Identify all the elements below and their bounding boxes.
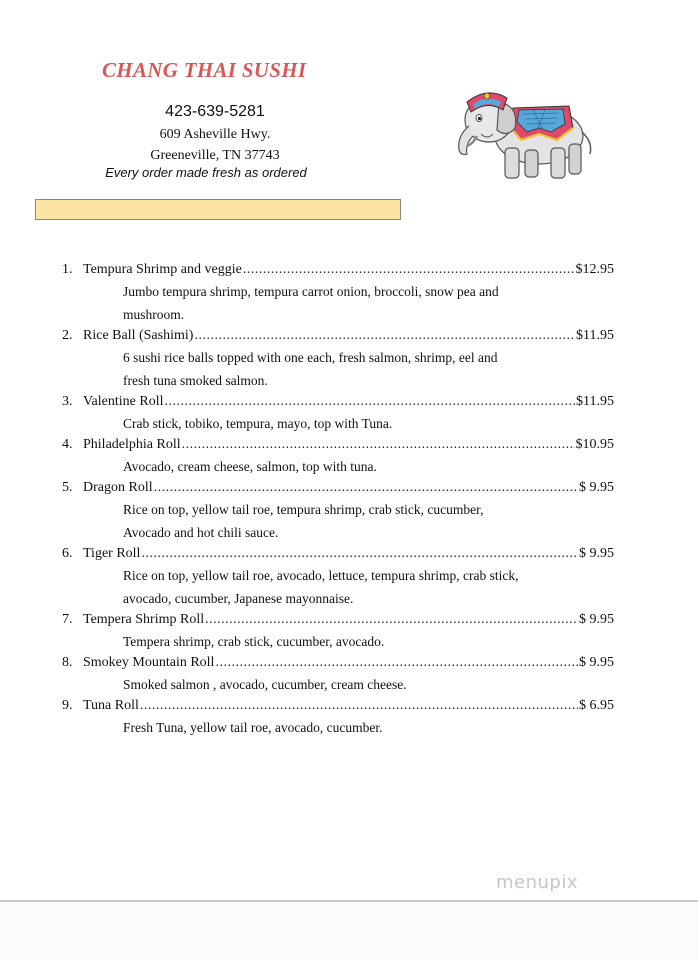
menu-item-number: 4. [62,437,73,452]
phone-number: 423-639-5281 [165,103,265,120]
menu-item-description [123,280,603,326]
menu-item-number: 9. [62,698,73,713]
menu-item-number: 6. [62,546,73,561]
menu-item-price: $12.95 [575,262,614,277]
description-line: Rice on top, yellow tail roe, avocado, lettuce, tempura shrimp, crab stick, [123,568,519,583]
dot-leader [194,326,575,346]
menu-item-number: 5. [62,480,73,495]
menu-item-description [123,455,603,478]
menu-item-name: Philadelphia Roll [83,437,181,452]
dot-leader [215,653,578,673]
menu-list [62,260,614,739]
menu-item-name: Dragon Roll [83,480,153,495]
menu-item-line [62,696,614,716]
menu-item-description [123,673,603,696]
menu-item-description [123,630,603,653]
menu-item [62,478,614,544]
restaurant-title: CHANG THAI SUSHI [102,58,307,82]
menu-item-name: Rice Ball (Sashimi) [83,328,194,343]
menu-item-price: $11.95 [576,394,614,409]
menu-item [62,544,614,610]
menu-item [62,260,614,326]
menu-item-line [62,478,614,498]
menu-item-number: 1. [62,262,73,277]
description-line: Crab stick, tobiko, tempura, mayo, top with Tuna. [123,416,393,431]
page-bottom-margin [0,903,698,960]
menu-item-description [123,412,603,435]
description-line: Avocado, cream cheese, salmon, top with tuna. [123,459,377,474]
menu-item-line [62,544,614,564]
description-line: 6 sushi rice balls topped with one each, fresh salmon, shrimp, eel and [123,350,498,365]
menu-item-number: 7. [62,612,73,627]
menu-item-description [123,498,603,544]
tagline: Every order made fresh as ordered [105,165,307,180]
menu-item-line [62,610,614,630]
description-line: Tempera shrimp, crab stick, cucumber, avocado. [123,634,385,649]
menu-item [62,435,614,478]
menu-item-price: $ 9.95 [579,655,614,670]
dot-leader [154,478,578,498]
menu-item-number: 8. [62,655,73,670]
menu-item-price: $ 9.95 [579,480,614,495]
menu-item-name: Tempera Shrimp Roll [83,612,205,627]
menu-item [62,696,614,739]
menu-item-line [62,326,614,346]
menu-item-price: $11.95 [576,328,614,343]
menu-item-description [123,346,603,392]
description-line: Jumbo tempura shrimp, tempura carrot onion, broccoli, snow pea and [123,284,499,299]
dot-leader [165,392,576,412]
menu-item-line [62,435,614,455]
dot-leader [205,610,578,630]
menu-item-line [62,392,614,412]
menu-item [62,392,614,435]
menu-item-price: $ 9.95 [579,612,614,627]
menu-item-name: Valentine Roll [83,394,164,409]
elephant-icon [447,80,597,188]
menu-item-description [123,564,603,610]
description-line: Avocado and hot chili sauce. [123,525,279,540]
menu-item-name: Tempura Shrimp and veggie [83,262,242,277]
page-edge [0,900,698,902]
menu-item [62,326,614,392]
menu-item-description [123,716,603,739]
menu-item-name: Tiger Roll [83,546,141,561]
menu-item-name: Tuna Roll [83,698,139,713]
menu-item-price: $ 6.95 [579,698,614,713]
description-line: Fresh Tuna, yellow tail roe, avocado, cucumber. [123,720,383,735]
description-line: mushroom. [123,307,185,322]
menu-item [62,653,614,696]
highlight-bar [35,199,401,220]
menu-item-name: Smokey Mountain Roll [83,655,215,670]
menu-item [62,610,614,653]
address-line-1: 609 Asheville Hwy. [159,127,271,142]
dot-leader [141,544,578,564]
description-line: Rice on top, yellow tail roe, tempura shrimp, crab stick, cucumber, [123,502,484,517]
menu-item-line [62,260,614,280]
dot-leader [243,260,575,280]
description-line: fresh tuna smoked salmon. [123,373,268,388]
menu-item-line [62,653,614,673]
address-line-2: Greeneville, TN 37743 [150,148,280,163]
menu-item-number: 2. [62,328,73,343]
dot-leader [140,696,578,716]
description-line: avocado, cucumber, Japanese mayonnaise. [123,591,354,606]
dot-leader [182,435,575,455]
menu-item-price: $10.95 [575,437,614,452]
menu-item-price: $ 9.95 [579,546,614,561]
watermark: menupix [496,872,579,893]
description-line: Smoked salmon , avocado, cucumber, cream cheese. [123,677,407,692]
menu-item-number: 3. [62,394,73,409]
